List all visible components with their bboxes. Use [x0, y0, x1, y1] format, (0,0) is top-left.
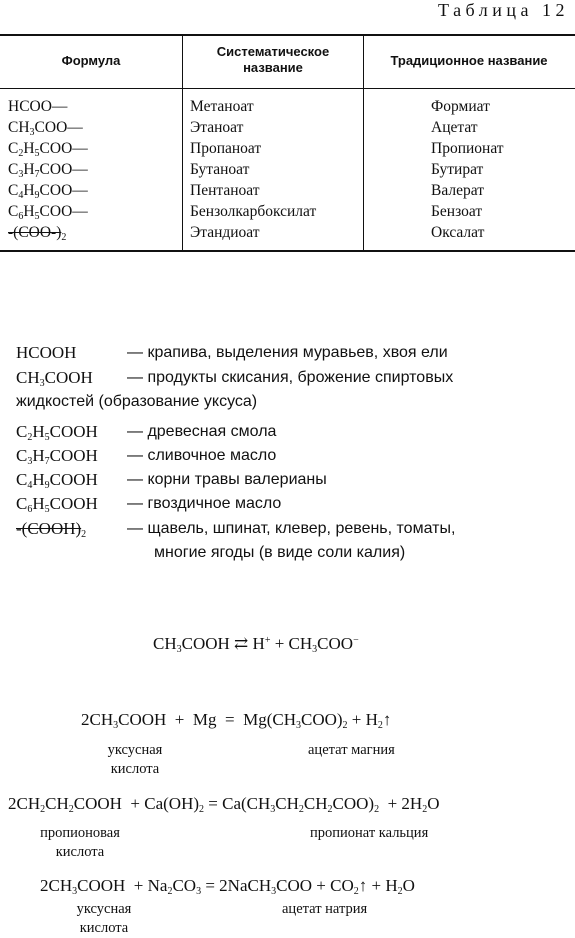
product-label: ацетат натрия: [282, 901, 368, 917]
reaction-equation-magnesium: $2CH_3COOH + Mg = Mg(CH_3COO)_2$ + $H_2↑$: [81, 710, 392, 731]
traditional-cell: Валерат: [431, 182, 484, 199]
traditional-cell: Ацетат: [431, 119, 478, 136]
formula-cell: $C_3H_7COO—$: [8, 161, 88, 180]
reagent-label: уксусная кислота: [76, 901, 132, 936]
systematic-cell: Пропаноат: [190, 140, 262, 157]
source-text: — гвоздичное масло: [127, 495, 282, 512]
source-formula: $CH_3COOH$: [16, 368, 93, 389]
source-text-continued: жидкостей (образование уксуса): [16, 393, 258, 410]
systematic-cell: Пентаноат: [190, 182, 260, 199]
table-caption: Таблица 12: [438, 0, 569, 20]
source-text: — сливочное масло: [127, 447, 277, 464]
traditional-cell: Оксалат: [431, 224, 485, 241]
header-traditional: Традиционное название: [390, 53, 548, 68]
table-bottom-rule: [0, 250, 575, 252]
source-formula: $-(COOH)_2$: [16, 519, 87, 540]
table-column-divider: [182, 35, 183, 250]
reagent-label: пропионовая кислота: [40, 825, 120, 860]
source-formula: $C_3H_7COOH$: [16, 446, 98, 467]
source-formula: HCOOH: [16, 343, 77, 362]
traditional-cell: Формиат: [431, 98, 490, 115]
formula-cell: $C_4H_9COO—$: [8, 182, 88, 201]
systematic-cell: Бутаноат: [190, 161, 250, 178]
source-text-continued: многие ягоды (в виде соли калия): [154, 544, 406, 561]
formula-cell: HCOO—: [8, 98, 68, 115]
table-top-rule: [0, 34, 575, 36]
product-label: ацетат магния: [308, 742, 395, 758]
source-text: — крапива, выделения муравьев, хвоя ели: [127, 344, 448, 361]
source-formula: $C_2H_5COOH$: [16, 422, 98, 443]
systematic-cell: Этандиоат: [190, 224, 260, 241]
reaction-equation-calcium: $2CH_2CH_2COOH + Ca(OH)_2 = Ca(CH_3CH_2CH_2COO)_2 + 2H_2O$: [8, 794, 440, 815]
traditional-cell: Бутират: [431, 161, 484, 178]
source-text: — древесная смола: [127, 423, 277, 440]
header-formula: Формула: [61, 53, 121, 68]
systematic-cell: Метаноат: [190, 98, 254, 115]
formula-cell: $CH_3COO—$: [8, 119, 83, 138]
formula-cell: $-(COO-)_2$: [8, 224, 67, 243]
formula-cell: $C_2H_5COO—$: [8, 140, 88, 159]
product-label: пропионат кальция: [310, 825, 429, 841]
source-text: — щавель, шпинат, клевер, ревень, томаты,: [127, 520, 456, 537]
source-text: — корни травы валерианы: [127, 471, 327, 488]
dissociation-equation: $CH_3COOH$ ⇄ $H^+ + CH_3COO^-$: [153, 634, 359, 655]
systematic-cell: Бензолкарбоксилат: [190, 203, 317, 220]
formula-cell: $C_6H_5COO—$: [8, 203, 88, 222]
table-header-rule: [0, 88, 575, 89]
traditional-cell: Бензоат: [431, 203, 483, 220]
source-formula: $C_4H_9COOH$: [16, 470, 98, 491]
header-systematic: Систематическое название: [216, 44, 330, 75]
systematic-cell: Этаноат: [190, 119, 244, 136]
source-text: — продукты скисания, брожение спиртовых: [127, 369, 454, 386]
source-formula: $C_6H_5COOH$: [16, 494, 98, 515]
reaction-equation-sodium: $2CH_3COOH + Na_2CO_3$ = 2NaCH$_3$COO + $CO_2↑ + H_2O$: [40, 876, 415, 897]
traditional-cell: Пропионат: [431, 140, 504, 157]
reagent-label: уксусная кислота: [107, 742, 163, 777]
